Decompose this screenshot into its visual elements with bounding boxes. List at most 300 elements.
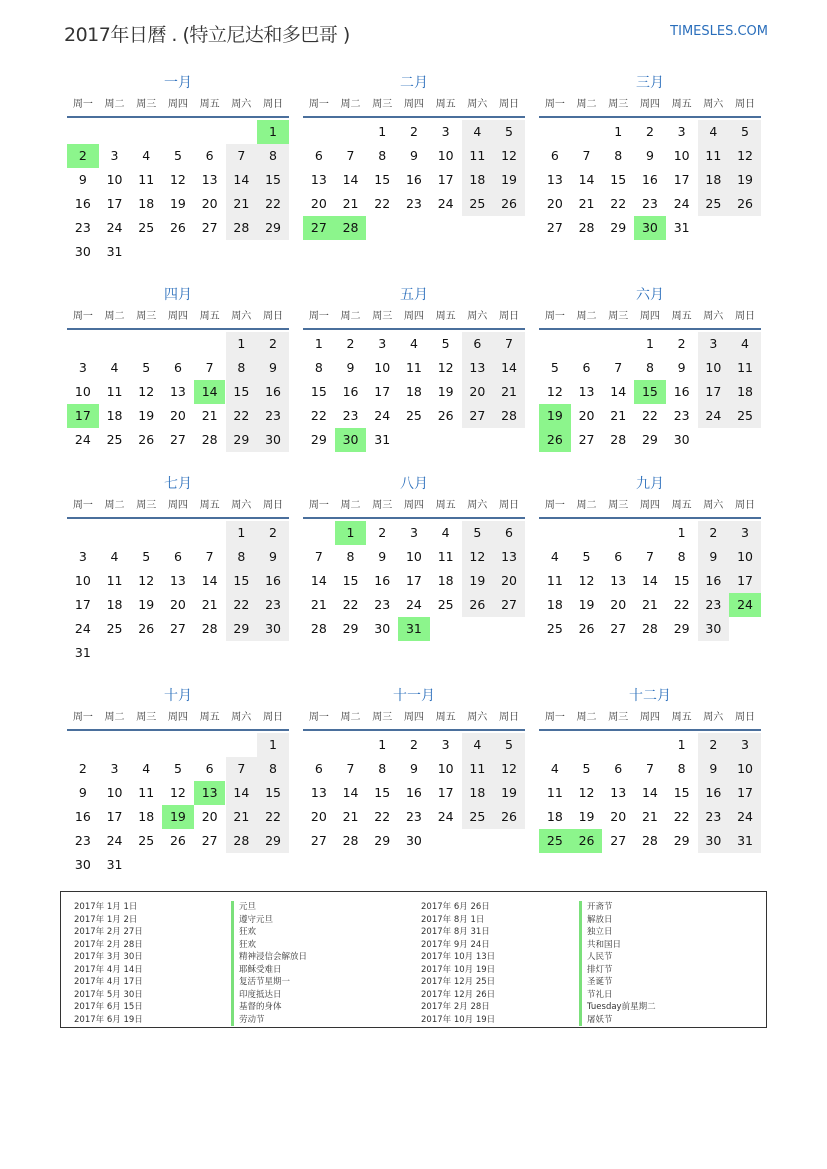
day-cell[interactable]: 21 bbox=[493, 380, 525, 404]
day-cell[interactable]: 16 bbox=[342, 384, 359, 399]
holiday-day-cell[interactable]: 1 bbox=[335, 521, 367, 545]
day-cell[interactable]: 21 bbox=[641, 809, 658, 824]
day-cell[interactable]: 14 bbox=[641, 785, 658, 800]
day-cell[interactable]: 11 bbox=[437, 549, 454, 564]
day-cell[interactable]: 2 bbox=[698, 521, 730, 545]
day-cell[interactable]: 25 bbox=[698, 192, 730, 216]
day-cell[interactable]: 12 bbox=[138, 573, 155, 588]
day-cell[interactable]: 6 bbox=[493, 521, 525, 545]
day-cell[interactable]: 27 bbox=[310, 833, 327, 848]
day-cell[interactable]: 14 bbox=[342, 172, 359, 187]
day-cell[interactable]: 26 bbox=[169, 220, 186, 235]
day-cell[interactable]: 14 bbox=[310, 573, 327, 588]
day-cell[interactable]: 29 bbox=[257, 829, 289, 853]
day-cell[interactable]: 26 bbox=[493, 192, 525, 216]
day-cell[interactable]: 19 bbox=[578, 597, 595, 612]
day-cell[interactable]: 25 bbox=[405, 408, 422, 423]
day-cell[interactable]: 20 bbox=[310, 809, 327, 824]
day-cell[interactable]: 10 bbox=[729, 757, 761, 781]
day-cell[interactable]: 5 bbox=[582, 549, 591, 564]
day-cell[interactable]: 11 bbox=[729, 356, 761, 380]
holiday-day-cell[interactable]: 26 bbox=[571, 829, 603, 853]
day-cell[interactable]: 18 bbox=[462, 168, 494, 192]
holiday-day-cell[interactable]: 19 bbox=[539, 404, 571, 428]
day-cell[interactable]: 12 bbox=[493, 757, 525, 781]
day-cell[interactable]: 27 bbox=[201, 220, 218, 235]
day-cell[interactable]: 15 bbox=[310, 384, 327, 399]
day-cell[interactable]: 17 bbox=[405, 573, 422, 588]
day-cell[interactable]: 26 bbox=[169, 833, 186, 848]
day-cell[interactable]: 5 bbox=[493, 733, 525, 757]
holiday-day-cell[interactable]: 19 bbox=[162, 805, 194, 829]
day-cell[interactable]: 7 bbox=[205, 360, 214, 375]
day-cell[interactable]: 29 bbox=[673, 833, 690, 848]
day-cell[interactable]: 28 bbox=[578, 220, 595, 235]
day-cell[interactable]: 2 bbox=[698, 733, 730, 757]
day-cell[interactable]: 15 bbox=[374, 172, 391, 187]
day-cell[interactable]: 18 bbox=[106, 597, 123, 612]
day-cell[interactable]: 20 bbox=[493, 569, 525, 593]
day-cell[interactable]: 28 bbox=[201, 432, 218, 447]
day-cell[interactable]: 19 bbox=[437, 384, 454, 399]
day-cell[interactable]: 24 bbox=[729, 805, 761, 829]
day-cell[interactable]: 27 bbox=[546, 220, 563, 235]
day-cell[interactable]: 14 bbox=[578, 172, 595, 187]
day-cell[interactable]: 1 bbox=[257, 733, 289, 757]
day-cell[interactable]: 1 bbox=[226, 521, 258, 545]
day-cell[interactable]: 15 bbox=[342, 573, 359, 588]
day-cell[interactable]: 19 bbox=[729, 168, 761, 192]
day-cell[interactable]: 21 bbox=[226, 192, 258, 216]
day-cell[interactable]: 14 bbox=[641, 573, 658, 588]
day-cell[interactable]: 17 bbox=[106, 809, 123, 824]
day-cell[interactable]: 3 bbox=[110, 761, 119, 776]
day-cell[interactable]: 26 bbox=[578, 621, 595, 636]
day-cell[interactable]: 30 bbox=[74, 244, 91, 259]
day-cell[interactable]: 16 bbox=[74, 809, 91, 824]
day-cell[interactable]: 3 bbox=[729, 521, 761, 545]
day-cell[interactable]: 21 bbox=[610, 408, 627, 423]
day-cell[interactable]: 3 bbox=[78, 549, 87, 564]
day-cell[interactable]: 7 bbox=[314, 549, 323, 564]
day-cell[interactable]: 6 bbox=[173, 549, 182, 564]
day-cell[interactable]: 2 bbox=[78, 761, 87, 776]
day-cell[interactable]: 16 bbox=[257, 569, 289, 593]
day-cell[interactable]: 22 bbox=[257, 192, 289, 216]
day-cell[interactable]: 15 bbox=[226, 380, 258, 404]
day-cell[interactable]: 18 bbox=[462, 781, 494, 805]
day-cell[interactable]: 2 bbox=[257, 332, 289, 356]
day-cell[interactable]: 24 bbox=[74, 621, 91, 636]
day-cell[interactable]: 4 bbox=[729, 332, 761, 356]
day-cell[interactable]: 29 bbox=[310, 432, 327, 447]
day-cell[interactable]: 17 bbox=[729, 781, 761, 805]
day-cell[interactable]: 24 bbox=[106, 833, 123, 848]
day-cell[interactable]: 23 bbox=[641, 196, 658, 211]
day-cell[interactable]: 22 bbox=[226, 593, 258, 617]
day-cell[interactable]: 27 bbox=[578, 432, 595, 447]
day-cell[interactable]: 11 bbox=[698, 144, 730, 168]
day-cell[interactable]: 4 bbox=[698, 120, 730, 144]
day-cell[interactable]: 9 bbox=[409, 761, 418, 776]
day-cell[interactable]: 30 bbox=[698, 829, 730, 853]
day-cell[interactable]: 12 bbox=[493, 144, 525, 168]
day-cell[interactable]: 3 bbox=[698, 332, 730, 356]
day-cell[interactable]: 25 bbox=[462, 805, 494, 829]
day-cell[interactable]: 7 bbox=[493, 332, 525, 356]
day-cell[interactable]: 20 bbox=[610, 809, 627, 824]
day-cell[interactable]: 10 bbox=[74, 573, 91, 588]
day-cell[interactable]: 21 bbox=[226, 805, 258, 829]
day-cell[interactable]: 12 bbox=[578, 573, 595, 588]
day-cell[interactable]: 17 bbox=[673, 172, 690, 187]
day-cell[interactable]: 7 bbox=[645, 761, 654, 776]
day-cell[interactable]: 23 bbox=[673, 408, 690, 423]
day-cell[interactable]: 15 bbox=[257, 781, 289, 805]
day-cell[interactable]: 18 bbox=[546, 809, 563, 824]
day-cell[interactable]: 25 bbox=[729, 404, 761, 428]
day-cell[interactable]: 13 bbox=[310, 785, 327, 800]
day-cell[interactable]: 18 bbox=[138, 809, 155, 824]
day-cell[interactable]: 23 bbox=[698, 593, 730, 617]
day-cell[interactable]: 10 bbox=[74, 384, 91, 399]
day-cell[interactable]: 30 bbox=[257, 428, 289, 452]
day-cell[interactable]: 9 bbox=[677, 360, 686, 375]
holiday-day-cell[interactable]: 13 bbox=[194, 781, 226, 805]
holiday-day-cell[interactable]: 15 bbox=[634, 380, 666, 404]
day-cell[interactable]: 16 bbox=[698, 781, 730, 805]
day-cell[interactable]: 21 bbox=[342, 196, 359, 211]
day-cell[interactable]: 5 bbox=[173, 761, 182, 776]
day-cell[interactable]: 28 bbox=[641, 621, 658, 636]
day-cell[interactable]: 24 bbox=[673, 196, 690, 211]
day-cell[interactable]: 2 bbox=[409, 124, 418, 139]
day-cell[interactable]: 5 bbox=[550, 360, 559, 375]
day-cell[interactable]: 13 bbox=[493, 545, 525, 569]
day-cell[interactable]: 19 bbox=[493, 781, 525, 805]
day-cell[interactable]: 16 bbox=[673, 384, 690, 399]
day-cell[interactable]: 18 bbox=[138, 196, 155, 211]
day-cell[interactable]: 1 bbox=[314, 336, 323, 351]
day-cell[interactable]: 6 bbox=[314, 148, 323, 163]
day-cell[interactable]: 4 bbox=[409, 336, 418, 351]
day-cell[interactable]: 5 bbox=[441, 336, 450, 351]
day-cell[interactable]: 6 bbox=[582, 360, 591, 375]
day-cell[interactable]: 7 bbox=[226, 144, 258, 168]
day-cell[interactable]: 22 bbox=[641, 408, 658, 423]
day-cell[interactable]: 9 bbox=[378, 549, 387, 564]
day-cell[interactable]: 26 bbox=[437, 408, 454, 423]
day-cell[interactable]: 16 bbox=[405, 785, 422, 800]
day-cell[interactable]: 14 bbox=[342, 785, 359, 800]
day-cell[interactable]: 19 bbox=[493, 168, 525, 192]
day-cell[interactable]: 27 bbox=[169, 432, 186, 447]
day-cell[interactable]: 17 bbox=[437, 785, 454, 800]
day-cell[interactable]: 9 bbox=[257, 356, 289, 380]
day-cell[interactable]: 22 bbox=[374, 809, 391, 824]
day-cell[interactable]: 5 bbox=[729, 120, 761, 144]
day-cell[interactable]: 18 bbox=[729, 380, 761, 404]
day-cell[interactable]: 27 bbox=[169, 621, 186, 636]
day-cell[interactable]: 19 bbox=[578, 809, 595, 824]
day-cell[interactable]: 21 bbox=[342, 809, 359, 824]
day-cell[interactable]: 22 bbox=[673, 809, 690, 824]
day-cell[interactable]: 22 bbox=[342, 597, 359, 612]
day-cell[interactable]: 13 bbox=[610, 573, 627, 588]
day-cell[interactable]: 29 bbox=[226, 617, 258, 641]
holiday-day-cell[interactable]: 27 bbox=[303, 216, 335, 240]
day-cell[interactable]: 25 bbox=[462, 192, 494, 216]
day-cell[interactable]: 30 bbox=[405, 833, 422, 848]
day-cell[interactable]: 18 bbox=[698, 168, 730, 192]
day-cell[interactable]: 9 bbox=[698, 545, 730, 569]
day-cell[interactable]: 6 bbox=[614, 549, 623, 564]
day-cell[interactable]: 25 bbox=[546, 621, 563, 636]
day-cell[interactable]: 17 bbox=[437, 172, 454, 187]
day-cell[interactable]: 23 bbox=[698, 805, 730, 829]
day-cell[interactable]: 8 bbox=[314, 360, 323, 375]
day-cell[interactable]: 9 bbox=[78, 172, 87, 187]
day-cell[interactable]: 18 bbox=[405, 384, 422, 399]
day-cell[interactable]: 4 bbox=[142, 148, 151, 163]
day-cell[interactable]: 20 bbox=[201, 196, 218, 211]
day-cell[interactable]: 26 bbox=[729, 192, 761, 216]
day-cell[interactable]: 9 bbox=[78, 785, 87, 800]
day-cell[interactable]: 23 bbox=[405, 809, 422, 824]
day-cell[interactable]: 12 bbox=[729, 144, 761, 168]
day-cell[interactable]: 9 bbox=[346, 360, 355, 375]
day-cell[interactable]: 13 bbox=[546, 172, 563, 187]
day-cell[interactable]: 11 bbox=[546, 785, 563, 800]
day-cell[interactable]: 5 bbox=[493, 120, 525, 144]
day-cell[interactable]: 23 bbox=[342, 408, 359, 423]
day-cell[interactable]: 21 bbox=[310, 597, 327, 612]
day-cell[interactable]: 12 bbox=[578, 785, 595, 800]
day-cell[interactable]: 6 bbox=[550, 148, 559, 163]
day-cell[interactable]: 31 bbox=[106, 244, 123, 259]
day-cell[interactable]: 8 bbox=[677, 761, 686, 776]
day-cell[interactable]: 24 bbox=[374, 408, 391, 423]
day-cell[interactable]: 11 bbox=[106, 573, 123, 588]
holiday-day-cell[interactable]: 25 bbox=[539, 829, 571, 853]
day-cell[interactable]: 12 bbox=[462, 545, 494, 569]
day-cell[interactable]: 10 bbox=[698, 356, 730, 380]
day-cell[interactable]: 3 bbox=[409, 525, 418, 540]
day-cell[interactable]: 8 bbox=[226, 356, 258, 380]
day-cell[interactable]: 13 bbox=[578, 384, 595, 399]
day-cell[interactable]: 2 bbox=[409, 737, 418, 752]
day-cell[interactable]: 25 bbox=[138, 833, 155, 848]
day-cell[interactable]: 17 bbox=[374, 384, 391, 399]
day-cell[interactable]: 7 bbox=[614, 360, 623, 375]
day-cell[interactable]: 21 bbox=[578, 196, 595, 211]
day-cell[interactable]: 8 bbox=[257, 144, 289, 168]
day-cell[interactable]: 10 bbox=[437, 148, 454, 163]
day-cell[interactable]: 15 bbox=[673, 785, 690, 800]
day-cell[interactable]: 28 bbox=[310, 621, 327, 636]
day-cell[interactable]: 28 bbox=[226, 829, 258, 853]
day-cell[interactable]: 3 bbox=[78, 360, 87, 375]
holiday-day-cell[interactable]: 28 bbox=[335, 216, 367, 240]
holiday-day-cell[interactable]: 26 bbox=[539, 428, 571, 452]
day-cell[interactable]: 15 bbox=[610, 172, 627, 187]
day-cell[interactable]: 18 bbox=[437, 573, 454, 588]
day-cell[interactable]: 4 bbox=[142, 761, 151, 776]
day-cell[interactable]: 20 bbox=[169, 597, 186, 612]
day-cell[interactable]: 20 bbox=[310, 196, 327, 211]
day-cell[interactable]: 10 bbox=[437, 761, 454, 776]
day-cell[interactable]: 16 bbox=[405, 172, 422, 187]
day-cell[interactable]: 22 bbox=[374, 196, 391, 211]
day-cell[interactable]: 30 bbox=[698, 617, 730, 641]
day-cell[interactable]: 11 bbox=[106, 384, 123, 399]
day-cell[interactable]: 29 bbox=[374, 833, 391, 848]
day-cell[interactable]: 8 bbox=[226, 545, 258, 569]
day-cell[interactable]: 6 bbox=[205, 761, 214, 776]
day-cell[interactable]: 5 bbox=[582, 761, 591, 776]
day-cell[interactable]: 24 bbox=[106, 220, 123, 235]
day-cell[interactable]: 3 bbox=[677, 124, 686, 139]
day-cell[interactable]: 13 bbox=[169, 384, 186, 399]
day-cell[interactable]: 12 bbox=[138, 384, 155, 399]
day-cell[interactable]: 19 bbox=[138, 408, 155, 423]
day-cell[interactable]: 23 bbox=[374, 597, 391, 612]
day-cell[interactable]: 3 bbox=[441, 737, 450, 752]
day-cell[interactable]: 25 bbox=[106, 432, 123, 447]
day-cell[interactable]: 29 bbox=[673, 621, 690, 636]
day-cell[interactable]: 28 bbox=[201, 621, 218, 636]
holiday-day-cell[interactable]: 31 bbox=[398, 617, 430, 641]
day-cell[interactable]: 5 bbox=[462, 521, 494, 545]
day-cell[interactable]: 11 bbox=[138, 172, 155, 187]
holiday-day-cell[interactable]: 1 bbox=[257, 120, 289, 144]
day-cell[interactable]: 1 bbox=[645, 336, 654, 351]
day-cell[interactable]: 27 bbox=[462, 404, 494, 428]
day-cell[interactable]: 30 bbox=[257, 617, 289, 641]
day-cell[interactable]: 9 bbox=[698, 757, 730, 781]
day-cell[interactable]: 1 bbox=[677, 737, 686, 752]
day-cell[interactable]: 13 bbox=[610, 785, 627, 800]
day-cell[interactable]: 15 bbox=[673, 573, 690, 588]
day-cell[interactable]: 7 bbox=[645, 549, 654, 564]
day-cell[interactable]: 17 bbox=[106, 196, 123, 211]
day-cell[interactable]: 14 bbox=[226, 168, 258, 192]
day-cell[interactable]: 25 bbox=[437, 597, 454, 612]
day-cell[interactable]: 28 bbox=[610, 432, 627, 447]
day-cell[interactable]: 26 bbox=[462, 593, 494, 617]
day-cell[interactable]: 18 bbox=[546, 597, 563, 612]
day-cell[interactable]: 10 bbox=[405, 549, 422, 564]
day-cell[interactable]: 19 bbox=[169, 196, 186, 211]
day-cell[interactable]: 5 bbox=[142, 360, 151, 375]
day-cell[interactable]: 4 bbox=[110, 360, 119, 375]
day-cell[interactable]: 3 bbox=[110, 148, 119, 163]
day-cell[interactable]: 13 bbox=[310, 172, 327, 187]
day-cell[interactable]: 23 bbox=[257, 404, 289, 428]
day-cell[interactable]: 8 bbox=[378, 761, 387, 776]
holiday-day-cell[interactable]: 2 bbox=[67, 144, 99, 168]
day-cell[interactable]: 6 bbox=[173, 360, 182, 375]
day-cell[interactable]: 6 bbox=[314, 761, 323, 776]
day-cell[interactable]: 13 bbox=[169, 573, 186, 588]
holiday-day-cell[interactable]: 14 bbox=[194, 380, 226, 404]
day-cell[interactable]: 22 bbox=[673, 597, 690, 612]
day-cell[interactable]: 15 bbox=[374, 785, 391, 800]
day-cell[interactable]: 24 bbox=[405, 597, 422, 612]
day-cell[interactable]: 31 bbox=[673, 220, 690, 235]
day-cell[interactable]: 11 bbox=[462, 144, 494, 168]
day-cell[interactable]: 13 bbox=[462, 356, 494, 380]
day-cell[interactable]: 1 bbox=[677, 525, 686, 540]
day-cell[interactable]: 4 bbox=[462, 733, 494, 757]
day-cell[interactable]: 22 bbox=[226, 404, 258, 428]
day-cell[interactable]: 21 bbox=[641, 597, 658, 612]
day-cell[interactable]: 30 bbox=[673, 432, 690, 447]
day-cell[interactable]: 7 bbox=[226, 757, 258, 781]
day-cell[interactable]: 4 bbox=[462, 120, 494, 144]
day-cell[interactable]: 26 bbox=[493, 805, 525, 829]
day-cell[interactable]: 31 bbox=[729, 829, 761, 853]
day-cell[interactable]: 8 bbox=[645, 360, 654, 375]
day-cell[interactable]: 29 bbox=[610, 220, 627, 235]
day-cell[interactable]: 10 bbox=[673, 148, 690, 163]
day-cell[interactable]: 14 bbox=[610, 384, 627, 399]
day-cell[interactable]: 20 bbox=[578, 408, 595, 423]
day-cell[interactable]: 5 bbox=[173, 148, 182, 163]
day-cell[interactable]: 8 bbox=[257, 757, 289, 781]
day-cell[interactable]: 15 bbox=[226, 569, 258, 593]
day-cell[interactable]: 1 bbox=[226, 332, 258, 356]
day-cell[interactable]: 16 bbox=[257, 380, 289, 404]
day-cell[interactable]: 29 bbox=[257, 216, 289, 240]
day-cell[interactable]: 29 bbox=[226, 428, 258, 452]
day-cell[interactable]: 13 bbox=[201, 172, 218, 187]
day-cell[interactable]: 2 bbox=[677, 336, 686, 351]
day-cell[interactable]: 2 bbox=[645, 124, 654, 139]
day-cell[interactable]: 16 bbox=[698, 569, 730, 593]
day-cell[interactable]: 7 bbox=[346, 761, 355, 776]
day-cell[interactable]: 22 bbox=[257, 805, 289, 829]
day-cell[interactable]: 6 bbox=[205, 148, 214, 163]
day-cell[interactable]: 4 bbox=[550, 549, 559, 564]
day-cell[interactable]: 3 bbox=[378, 336, 387, 351]
day-cell[interactable]: 10 bbox=[106, 172, 123, 187]
day-cell[interactable]: 4 bbox=[550, 761, 559, 776]
day-cell[interactable]: 28 bbox=[493, 404, 525, 428]
day-cell[interactable]: 28 bbox=[342, 833, 359, 848]
day-cell[interactable]: 3 bbox=[441, 124, 450, 139]
day-cell[interactable]: 20 bbox=[169, 408, 186, 423]
day-cell[interactable]: 22 bbox=[310, 408, 327, 423]
holiday-day-cell[interactable]: 24 bbox=[729, 593, 761, 617]
day-cell[interactable]: 11 bbox=[138, 785, 155, 800]
day-cell[interactable]: 20 bbox=[201, 809, 218, 824]
day-cell[interactable]: 27 bbox=[201, 833, 218, 848]
holiday-day-cell[interactable]: 30 bbox=[335, 428, 367, 452]
day-cell[interactable]: 12 bbox=[437, 360, 454, 375]
day-cell[interactable]: 14 bbox=[226, 781, 258, 805]
day-cell[interactable]: 26 bbox=[138, 621, 155, 636]
day-cell[interactable]: 20 bbox=[462, 380, 494, 404]
day-cell[interactable]: 12 bbox=[169, 172, 186, 187]
day-cell[interactable]: 2 bbox=[378, 525, 387, 540]
day-cell[interactable]: 18 bbox=[106, 408, 123, 423]
day-cell[interactable]: 29 bbox=[342, 621, 359, 636]
day-cell[interactable]: 25 bbox=[106, 621, 123, 636]
day-cell[interactable]: 22 bbox=[610, 196, 627, 211]
day-cell[interactable]: 9 bbox=[257, 545, 289, 569]
day-cell[interactable]: 24 bbox=[74, 432, 91, 447]
